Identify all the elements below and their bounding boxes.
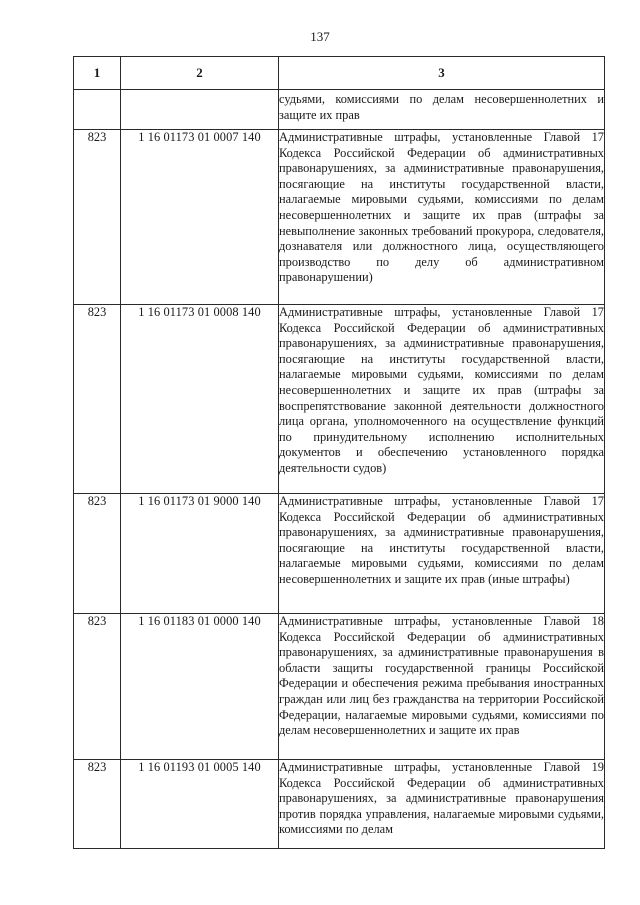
code-cell: 1 16 01173 01 0007 140 [121, 130, 279, 305]
column-header-2: 2 [121, 57, 279, 90]
table-row [74, 130, 605, 305]
column-header-1: 1 [74, 57, 121, 90]
admin-cell: 823 [74, 760, 121, 849]
admin-cell: 823 [74, 305, 121, 494]
budget-codes-table [73, 56, 605, 849]
code-cell: 1 16 01183 01 0000 140 [121, 614, 279, 760]
table-header-row [74, 57, 605, 90]
description-cell: Административные штрафы, установленные Главой 19 Кодекса Российской Федерации об административных правонарушениях, за административные правонарушения против порядка управления, налагаемые мировыми судьями, комиссиями по делам [279, 760, 605, 849]
table-row [74, 760, 605, 849]
code-cell: 1 16 01173 01 9000 140 [121, 494, 279, 614]
admin-cell: 823 [74, 130, 121, 305]
description-cell: Административные штрафы, установленные Главой 17 Кодекса Российской Федерации об административных правонарушениях, за административные правонарушения, посягающие на институты государственной власти, налагаемые мировыми судьями, комиссиями по делам несовершеннолетних и защите их прав (иные штрафы) [279, 494, 605, 614]
table-row [74, 494, 605, 614]
page-number: 137 [310, 29, 330, 44]
description-cell: Административные штрафы, установленные Главой 17 Кодекса Российской Федерации об административных правонарушениях, за административные правонарушения, посягающие на институты государственной власти, налагаемые мировыми судьями, комиссиями по делам несовершеннолетних и защите их прав (штрафы за невыполнение законных требований прокурора, следователя, дознавателя или должностного лица, осуществляющего производство по делу об административном правонарушении) [279, 130, 605, 305]
description-cell: Административные штрафы, установленные Главой 17 Кодекса Российской Федерации об административных правонарушениях, за административные правонарушения, посягающие на институты государственной власти, налагаемые мировыми судьями, комиссиями по делам несовершеннолетних и защите их прав (штрафы за воспрепятствование законной деятельности должностного лица органа, уполномоченного на осуществление функций по принудительному исполнению исполнительных документов и обеспечению установленного порядка деятельности судов) [279, 305, 605, 494]
code-cell: 1 16 01193 01 0005 140 [121, 760, 279, 849]
table-row [74, 305, 605, 494]
description-cell: судьями, комиссиями по делам несовершеннолетних и защите их прав [279, 90, 605, 130]
code-cell [121, 90, 279, 130]
admin-cell [74, 90, 121, 130]
table-row [74, 614, 605, 760]
description-cell: Административные штрафы, установленные Главой 18 Кодекса Российской Федерации об административных правонарушениях, за административные правонарушения в области защиты государственной границы Российской Федерации и обеспечения режима пребывания иностранных граждан или лиц без гражданства на территории Российской Федерации, налагаемые мировыми судьями, комиссиями по делам несовершеннолетних и защите их прав [279, 614, 605, 760]
table-row-continuation [74, 90, 605, 130]
column-header-3: 3 [279, 57, 605, 90]
code-cell: 1 16 01173 01 0008 140 [121, 305, 279, 494]
admin-cell: 823 [74, 614, 121, 760]
admin-cell: 823 [74, 494, 121, 614]
